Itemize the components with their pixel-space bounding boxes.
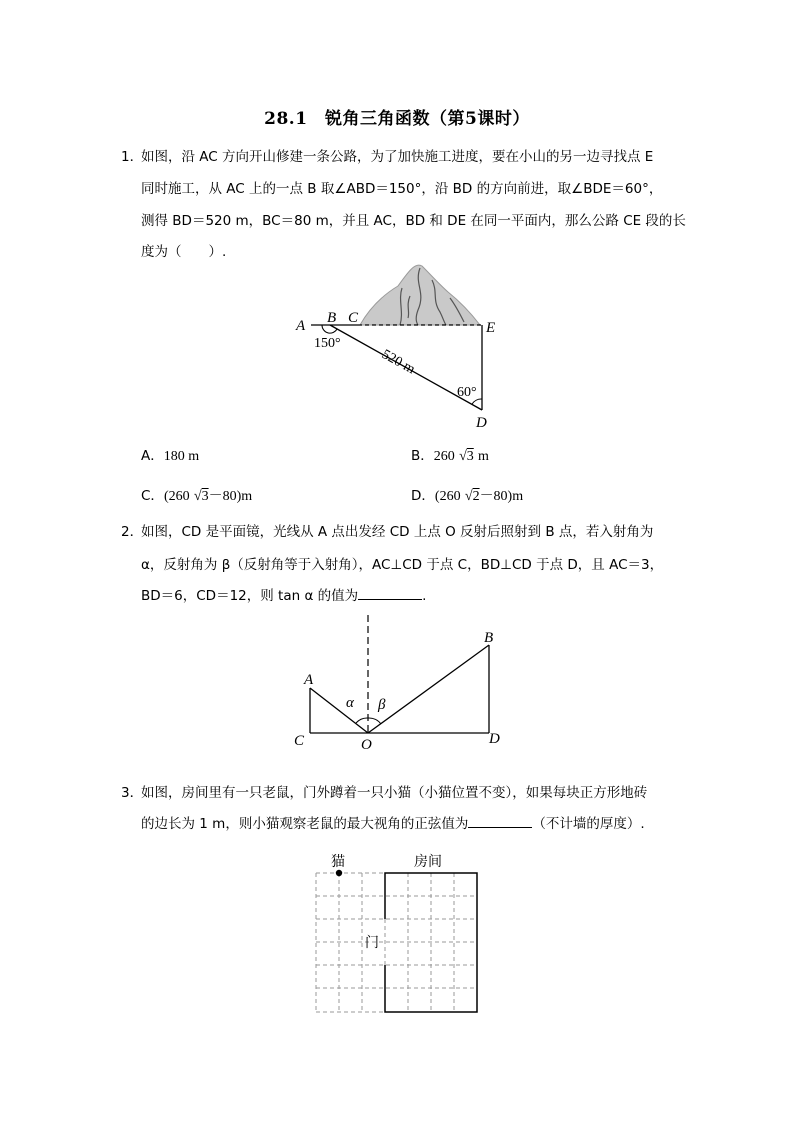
option-d-radicand: 2 bbox=[472, 489, 480, 504]
q1-label-b: B bbox=[327, 310, 337, 326]
option-a-text: 180 m bbox=[163, 449, 200, 464]
q1-line-4: 度为（ ）. bbox=[141, 244, 227, 260]
option-b-label: B． bbox=[411, 448, 434, 464]
option-d-label: D． bbox=[411, 488, 435, 504]
q3-line-2-end: （不计墙的厚度）. bbox=[532, 816, 645, 832]
q1-label-d: D bbox=[476, 415, 487, 431]
cat-dot bbox=[336, 870, 342, 876]
option-c-rest: －80)m bbox=[208, 489, 253, 504]
q2-line-3-text: BD＝6，CD＝12，则 tan α 的值为 bbox=[141, 588, 359, 604]
option-d-coef: (260 bbox=[434, 489, 461, 504]
q2-line-2: α，反射角为 β（反射角等于入射角），AC⊥CD 于点 C，BD⊥CD 于点 D，且 AC＝3， bbox=[141, 557, 664, 573]
q2-label-d: D bbox=[489, 731, 500, 747]
q3-number: 3． bbox=[121, 785, 144, 801]
q2-label-alpha: α bbox=[346, 695, 354, 711]
q2-label-a: A bbox=[304, 672, 314, 688]
q3-label-room: 房间 bbox=[414, 854, 442, 870]
q1-label-c: C bbox=[348, 310, 359, 326]
q2-label-beta: β bbox=[378, 697, 386, 713]
q2-label-b: B bbox=[484, 630, 494, 646]
option-d-rest: －80)m bbox=[479, 489, 524, 504]
q3-label-door: 门 bbox=[365, 935, 379, 951]
q2-line-3-end: . bbox=[422, 588, 427, 604]
floor-grid bbox=[316, 873, 477, 1012]
q3-label-cat: 猫 bbox=[331, 854, 345, 870]
q1-label-e: E bbox=[486, 320, 496, 336]
option-a-label: A． bbox=[141, 448, 164, 464]
q1-option-b[interactable]: B．260 √3 m bbox=[411, 448, 489, 464]
option-b-radicand: 3 bbox=[466, 449, 474, 464]
option-c-label: C． bbox=[141, 488, 164, 504]
q2-label-c: C bbox=[294, 733, 305, 749]
q1-angle-60: 60° bbox=[457, 385, 477, 400]
option-b-coef: 260 bbox=[433, 449, 455, 464]
page-title: 28.1 锐角三角函数（第5课时） bbox=[264, 109, 530, 129]
option-b-unit: m bbox=[478, 449, 489, 464]
q1-label-a: A bbox=[296, 318, 306, 334]
q3-line-1: 如图，房间里有一只老鼠，门外蹲着一只小猫（小猫位置不变），如果每块正方形地砖 bbox=[141, 785, 648, 801]
q2-number: 2． bbox=[121, 524, 144, 540]
option-c-coef: (260 bbox=[163, 489, 190, 504]
option-c-radicand: 3 bbox=[201, 489, 209, 504]
q1-angle-150: 150° bbox=[314, 336, 341, 351]
q3-line-2-text: 的边长为 1 m，则小猫观察老鼠的最大视角的正弦值为 bbox=[141, 816, 469, 832]
q1-option-c[interactable]: C．(260 √3－80)m bbox=[141, 488, 253, 504]
q1-length-label: 520 m bbox=[379, 347, 418, 378]
q1-option-d[interactable]: D．(260 √2－80)m bbox=[411, 488, 524, 504]
q1-line-3: 测得 BD＝520 m，BC＝80 m，并且 AC，BD 和 DE 在同一平面内，那么公路 CE 段的长 bbox=[141, 213, 686, 229]
q2-line-1: 如图，CD 是平面镜，光线从 A 点出发经 CD 上点 O 反射后照射到 B 点，若入射角为 bbox=[141, 524, 654, 540]
q1-line-2: 同时施工，从 AC 上的一点 B 取∠ABD＝150°，沿 BD 的方向前进，取∠BDE＝60°， bbox=[141, 181, 663, 197]
q1-line-1: 如图，沿 AC 方向开山修建一条公路，为了加快施工进度，要在小山的另一边寻找点 E bbox=[141, 149, 654, 165]
q1-number: 1． bbox=[121, 149, 144, 165]
q2-label-o: O bbox=[361, 737, 372, 753]
